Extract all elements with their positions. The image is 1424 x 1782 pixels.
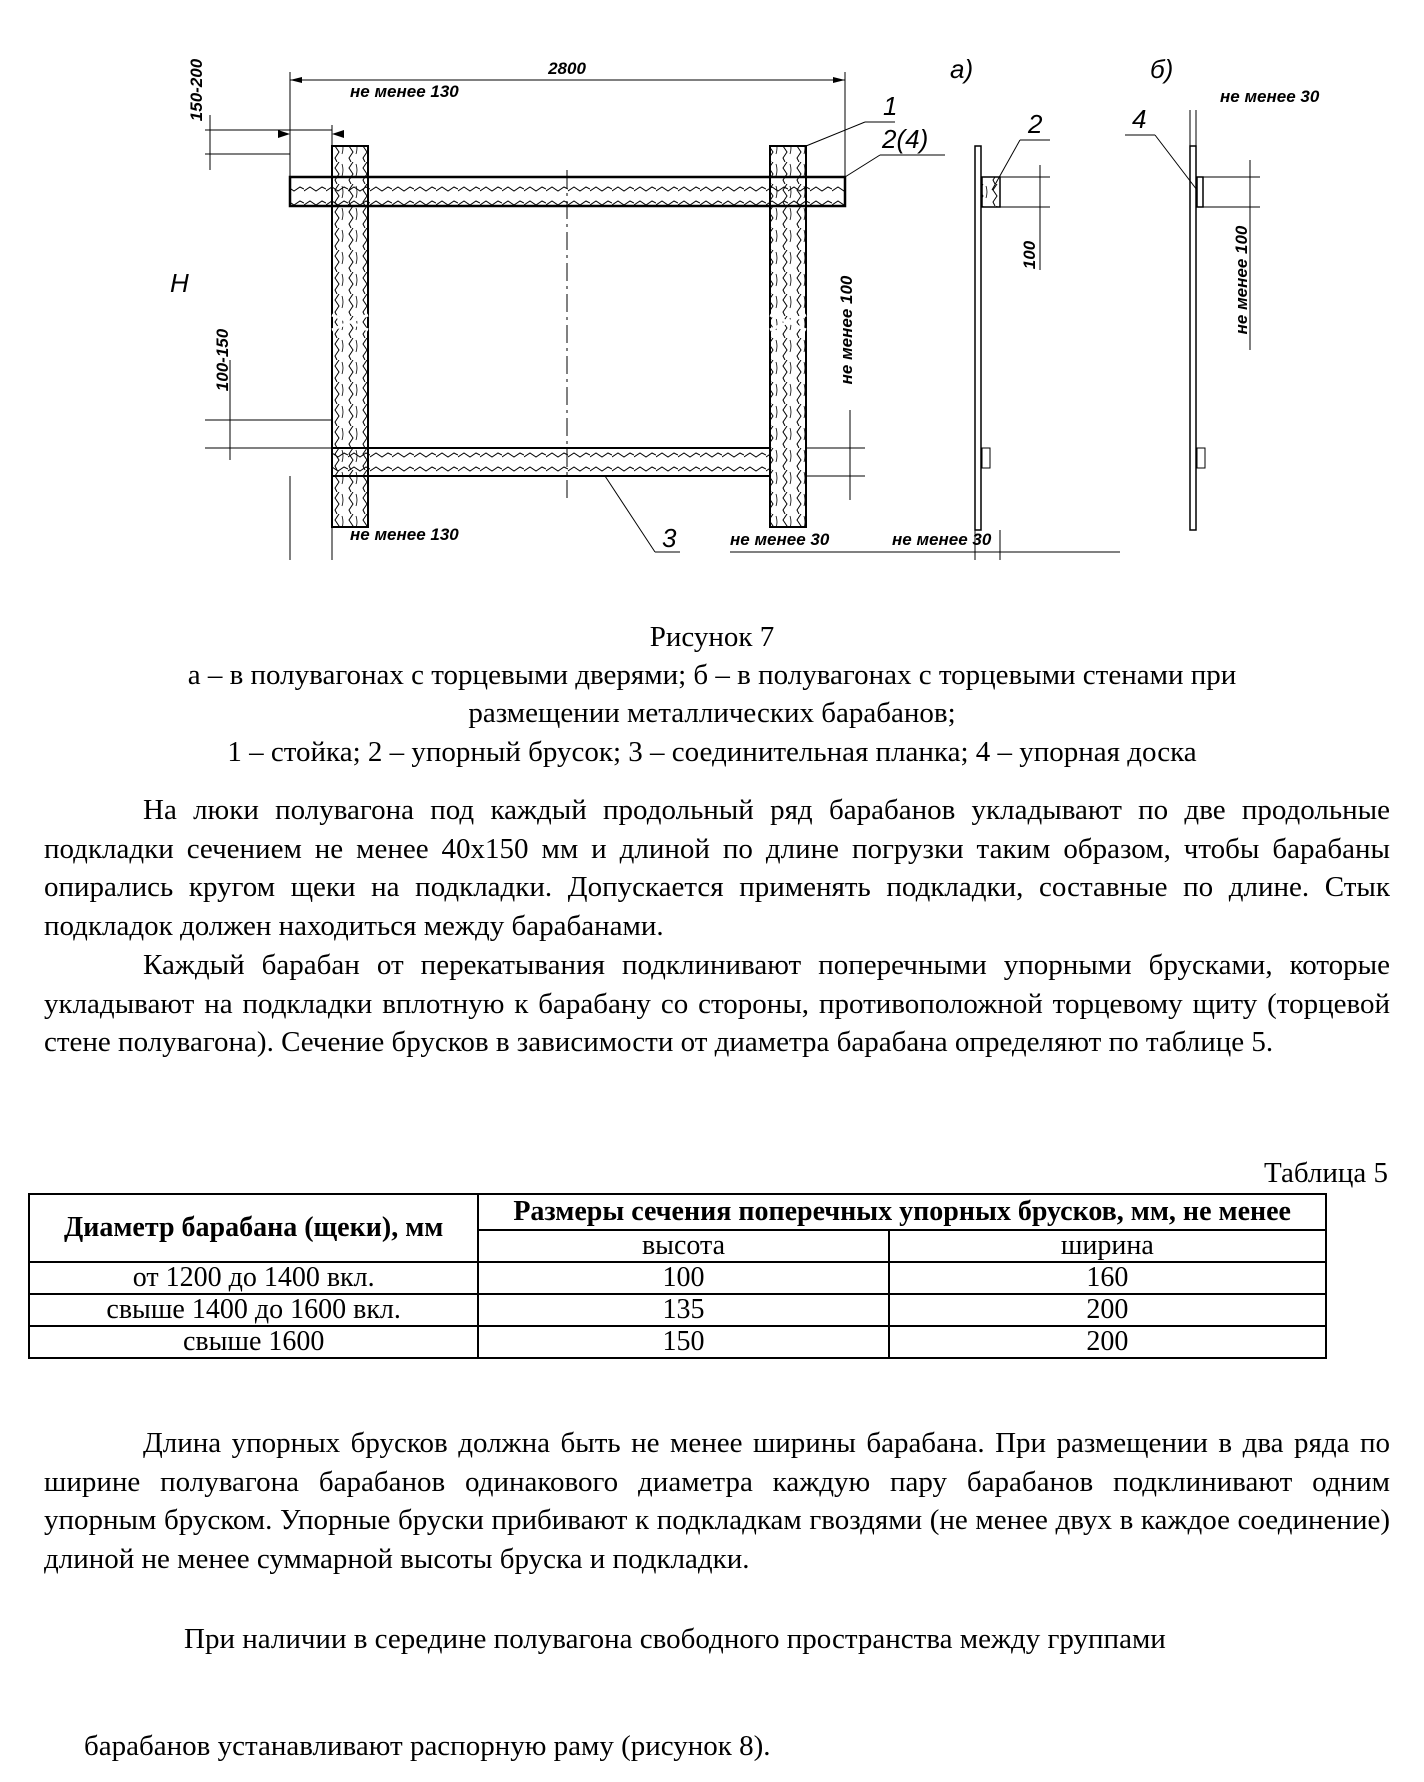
figure-caption-title: Рисунок 7 xyxy=(649,621,775,653)
dim-min130-top: не менее 130 xyxy=(350,82,459,101)
view-b-label: б) xyxy=(1150,54,1174,84)
view-a-post xyxy=(975,146,981,530)
table-head-group: Размеры сечения поперечных упорных брусков, мм, не менее xyxy=(478,1194,1326,1230)
callout-1: 1 xyxy=(883,91,898,121)
figure-7-drawing xyxy=(150,30,1370,590)
left-post xyxy=(332,146,368,527)
table-cell-height: 150 xyxy=(478,1326,888,1358)
view-b-post xyxy=(1190,146,1196,530)
table-label: Таблица 5 xyxy=(1263,1157,1388,1189)
callout-2-4: 2(4) xyxy=(882,124,929,154)
table-cell-diameter: свыше 1400 до 1600 вкл. xyxy=(29,1294,478,1326)
table-row xyxy=(29,1326,1326,1358)
table-cell-width: 200 xyxy=(889,1326,1326,1358)
table-row xyxy=(29,1262,1326,1294)
dim-150-200: 150-200 xyxy=(187,58,206,122)
view-b-min100: не менее 100 xyxy=(1232,225,1251,335)
paragraph-spacer-frame: барабанов устанавливают распорную раму (рисунок 8). xyxy=(84,1730,771,1762)
view-b-min30: не менее 30 xyxy=(1220,87,1320,106)
table-cell-height: 100 xyxy=(478,1262,888,1294)
view-a-min30-right: не менее 30 xyxy=(892,530,992,549)
dim-min130-bottom: не менее 130 xyxy=(350,525,459,544)
table-cell-height: 135 xyxy=(478,1294,888,1326)
view-a-min30-left: не менее 30 xyxy=(730,530,830,549)
table-head-diameter: Диаметр барабана (щеки), мм xyxy=(29,1194,478,1262)
dim-min100-side: не менее 100 xyxy=(837,275,856,385)
view-b-callout-4: 4 xyxy=(1132,104,1147,134)
paragraph-stop-bars: Каждый барабан от перекатывания подклинивают поперечными упорными брусками, которые укладывают на подкладки вплотную к барабану со стороны, противоположной торцевому щиту (торцевой стене полувагона). Сечение брусков в зависимости от диаметра барабана определяют по таблице 5. xyxy=(44,949,1390,1058)
callout-3: 3 xyxy=(662,523,677,553)
bottom-beam xyxy=(332,448,770,476)
paragraph-underlays: На люки полувагона под каждый продольный ряд барабанов укладывают по две продольные подкладки сечением не менее 40х150 мм и длиной по длине погрузки таким образом, чтобы барабаны опирались кругом щеки на подкладки. Допускается применять подкладки, составные по длине. Стык подкладок должен находиться между барабанами. xyxy=(44,794,1390,942)
dim-2800: 2800 xyxy=(548,59,586,78)
table-head-height: высота xyxy=(478,1230,888,1262)
table-row xyxy=(29,1294,1326,1326)
table-cell-width: 160 xyxy=(889,1262,1326,1294)
dim-H: H xyxy=(170,268,189,298)
figure-caption-line2: размещении металлических барабанов; xyxy=(468,697,956,729)
paragraph-bar-length: Длина упорных брусков должна быть не менее ширины барабана. При размещении в два ряда по ширине полувагона барабанов одинакового диаметра каждую пару барабанов подклинивают одним упорным бруском. Упорные бруски прибивают к подкладкам гвоздями (не менее двух в каждое соединение) длиной не менее суммарной высоты бруска и подкладки. xyxy=(44,1427,1390,1575)
dim-100-150: 100-150 xyxy=(213,328,232,392)
figure-caption-line3: 1 – стойка; 2 – упорный брусок; 3 – соединительная планка; 4 – упорная доска xyxy=(227,736,1197,768)
view-a-dim-100: 100 xyxy=(1020,240,1039,270)
view-a-label: а) xyxy=(950,54,974,84)
table-cell-width: 200 xyxy=(889,1294,1326,1326)
table-5 xyxy=(28,1193,1327,1359)
table-head-width: ширина xyxy=(889,1230,1326,1262)
table-cell-diameter: от 1200 до 1400 вкл. xyxy=(29,1262,478,1294)
figure-caption-line1: а – в полувагонах с торцевыми дверями; б – в полувагонах с торцевыми стенами при xyxy=(187,659,1237,691)
right-post xyxy=(770,146,806,527)
frame-drawing-svg xyxy=(150,30,1370,590)
view-a-callout-2: 2 xyxy=(1028,109,1043,139)
view-b-board xyxy=(1197,177,1203,207)
paragraph-free-space: При наличии в середине полувагона свободного пространства между группами xyxy=(184,1623,1166,1655)
table-cell-diameter: свыше 1600 xyxy=(29,1326,478,1358)
